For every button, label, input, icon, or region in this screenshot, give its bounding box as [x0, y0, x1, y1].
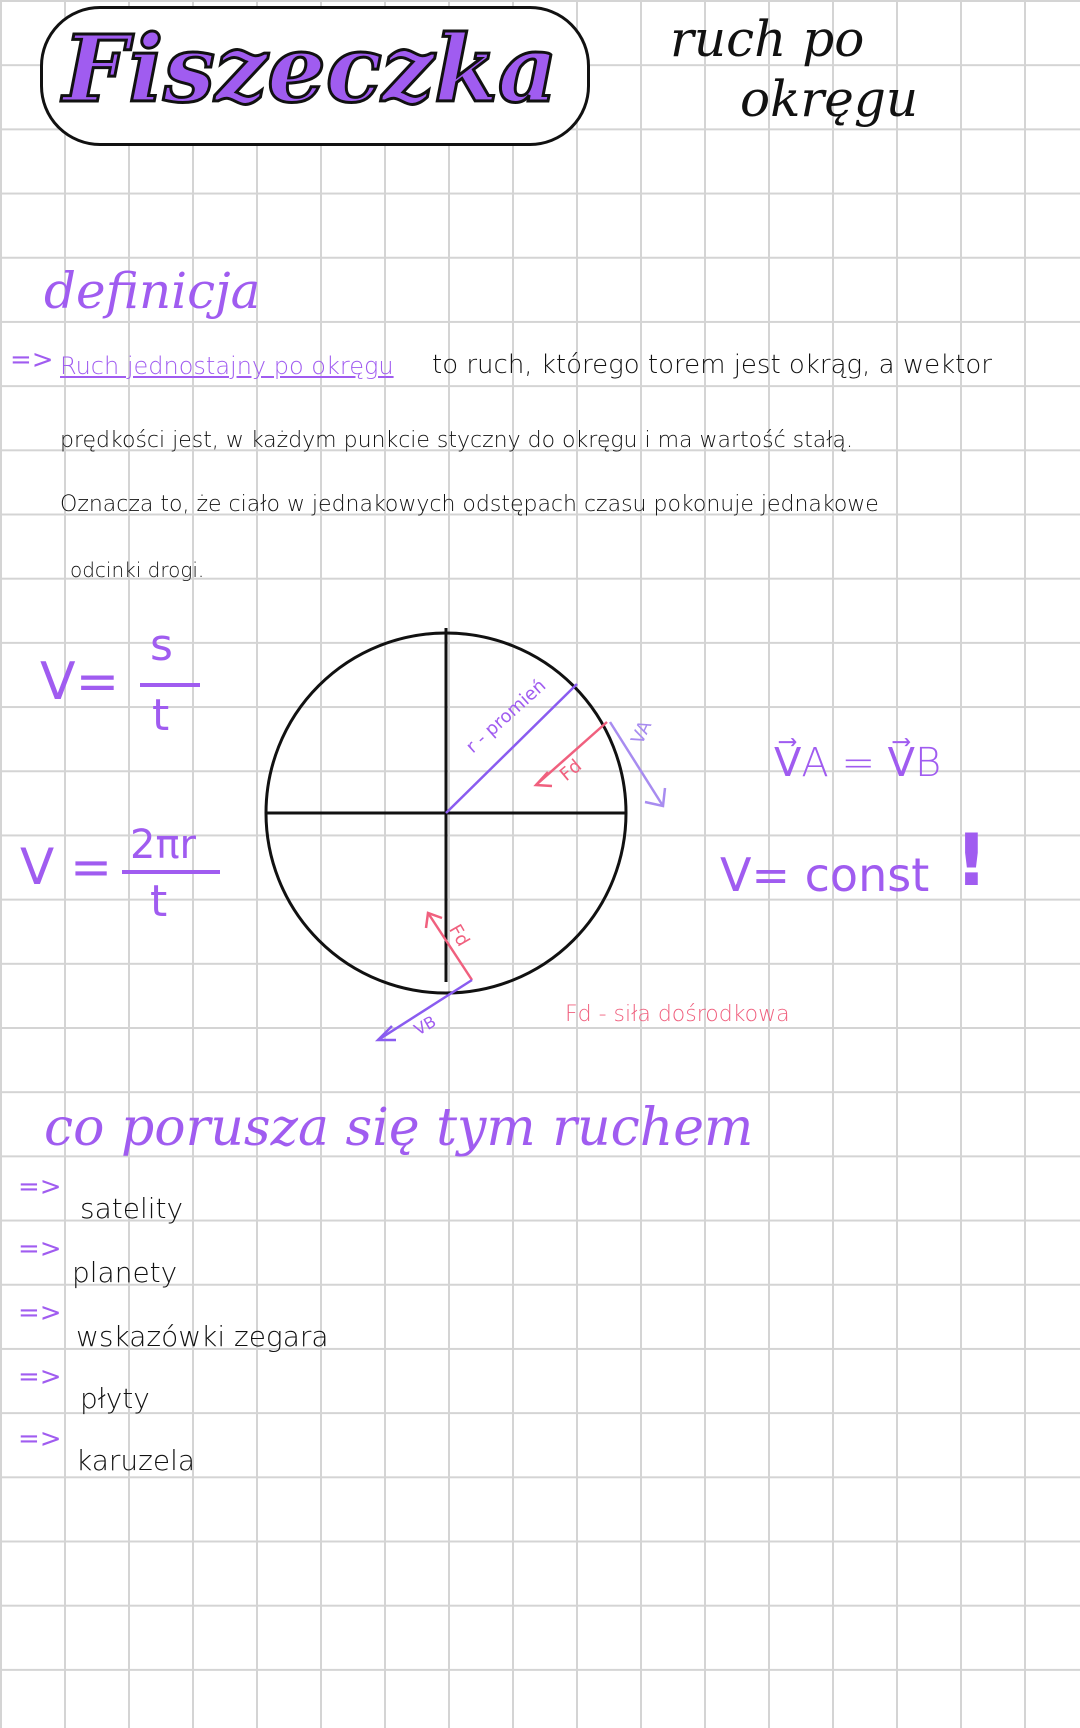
formula1-num: s	[150, 620, 173, 671]
velocity-equality: V⃗A = V⃗B	[774, 740, 942, 786]
list-item: satelity	[80, 1192, 184, 1225]
formula1-den: t	[152, 690, 170, 741]
topic-line2: okręgu	[740, 70, 919, 128]
formula2-num: 2πr	[130, 822, 196, 868]
arrow-icon: =>	[18, 1298, 62, 1328]
definition-line4: odcinki drogi.	[70, 558, 205, 582]
arrow-icon: =>	[18, 1424, 62, 1454]
arrow-icon: =>	[18, 1172, 62, 1202]
fd-legend: Fd - siła dośrodkowa	[565, 1002, 790, 1027]
exclamation: !	[955, 818, 988, 902]
definition-heading: definicja	[44, 262, 261, 320]
list-item: wskazówki zegara	[76, 1320, 329, 1353]
fd-arrow-bottom	[428, 913, 472, 980]
arrow-icon: =>	[18, 1234, 62, 1264]
section2-heading: co porusza się tym ruchem	[44, 1098, 754, 1158]
definition-line2: prędkości jest, w każdym punkcie styczny do okręgu i ma wartość stałą.	[60, 428, 853, 453]
definition-line1: to ruch, którego torem jest okrąg, a wektor	[432, 350, 992, 380]
arrow-icon: =>	[18, 1362, 62, 1392]
definition-highlight: Ruch jednostajny po okręgu	[60, 352, 394, 380]
formula2-lhs: V =	[20, 838, 112, 896]
fd-label-bottom: Fd	[444, 920, 474, 951]
formula2-den: t	[150, 876, 168, 927]
arrow-icon: =>	[10, 345, 54, 375]
fd-label: Fd	[555, 755, 586, 786]
va-label: VA	[627, 717, 657, 748]
list-item: karuzela	[76, 1444, 195, 1477]
topic-line1: ruch po	[670, 10, 865, 68]
v-const: V= const	[720, 848, 930, 902]
radius-label: r - promień	[462, 675, 551, 758]
vb-label: VB	[410, 1011, 440, 1040]
list-item: płyty	[80, 1382, 150, 1415]
list-item: planety	[72, 1256, 178, 1289]
logo: Fiszeczka	[40, 6, 590, 146]
formula1-lhs: V=	[40, 652, 120, 712]
definition-line3: Oznacza to, że ciało w jednakowych odstępach czasu pokonuje jednakowe	[60, 492, 879, 517]
